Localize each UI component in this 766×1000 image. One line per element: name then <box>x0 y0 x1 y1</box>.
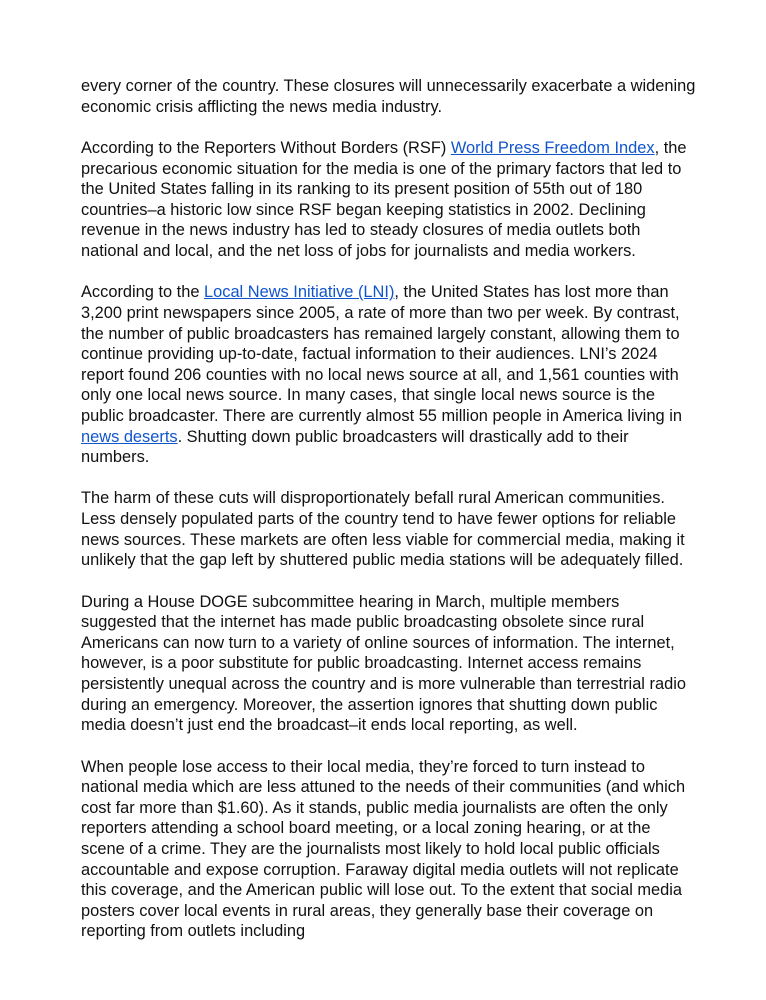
local-news-initiative-link[interactable]: Local News Initiative (LNI) <box>204 283 395 302</box>
paragraph-text: . Shutting down public broadcasters will drastically add to their numbers. <box>81 427 629 467</box>
document-body <box>81 76 696 963</box>
paragraph-text: According to the Reporters Without Borders (RSF) <box>81 138 451 157</box>
paragraph-rural-harm <box>81 488 696 570</box>
paragraph-text: During a House DOGE subcommittee hearing in March, multiple members suggested that the internet has made public broadcasting obsolete since rural Americans can now turn to a variety of online sources of information. The internet, however, is a poor substitute for public broadcasting. Internet access remains persistently unequal across the country and is more vulnerable than terrestrial radio during an emergency. Moreover, the assertion ignores that shutting down public media doesn’t just end the broadcast–it ends local reporting, as well. <box>81 592 686 735</box>
paragraph-lni <box>81 282 696 467</box>
paragraph-doge-hearing <box>81 592 696 736</box>
paragraph-rsf-index <box>81 138 696 262</box>
paragraph-text: The harm of these cuts will disproportionately befall rural American communities. Less densely populated parts of the country tend to have fewer options for reliable news sources. These markets are often less viable for commercial media, making it unlikely that the gap left by shuttered public media stations will be adequately filled. <box>81 489 685 570</box>
paragraph-text: every corner of the country. These closures will unnecessarily exacerbate a widening economic crisis afflicting the news media industry. <box>81 77 696 116</box>
paragraph-text: , the precarious economic situation for the media is one of the primary factors that led to the United States falling in its ranking to its present position of 55th out of 180 countries–a historic low since RSF began keeping statistics in 2002. Declining revenue in the news industry has led to steady closures of media outlets both national and local, and the net loss of jobs for journalists and media workers. <box>81 138 687 260</box>
paragraph-text: , the United States has lost more than 3,200 print newspapers since 2005, a rate of more than two per week. By contrast, the number of public broadcasters has remained largely constant, allowing them to continue providing up-to-date, factual information to their audiences. LNI’s 2024 report found 206 counties with no local news source at all, and 1,561 counties with only one local news source. In many cases, that single local news source is the public broadcaster. There are currently almost 55 million people in America living in <box>81 283 682 425</box>
paragraph-text: When people lose access to their local media, they’re forced to turn instead to national media which are less attuned to the needs of their communities (and which cost far more than $1.60). As it stands, public media journalists are often the only reporters attending a school board meeting, or a local zoning hearing, or at the scene of a crime. They are the journalists most likely to hold local public officials accountable and expose corruption. Faraway digital media outlets will not replicate this coverage, and the American public will lose out. To the extent that social media posters cover local events in rural areas, they generally base their coverage on reporting from outlets including <box>81 757 686 941</box>
paragraph-local-media-loss <box>81 757 696 942</box>
world-press-freedom-index-link[interactable]: World Press Freedom Index <box>450 138 655 157</box>
news-deserts-link[interactable]: news deserts <box>81 427 178 446</box>
paragraph-closures <box>81 76 696 117</box>
paragraph-text: According to the <box>81 283 205 302</box>
